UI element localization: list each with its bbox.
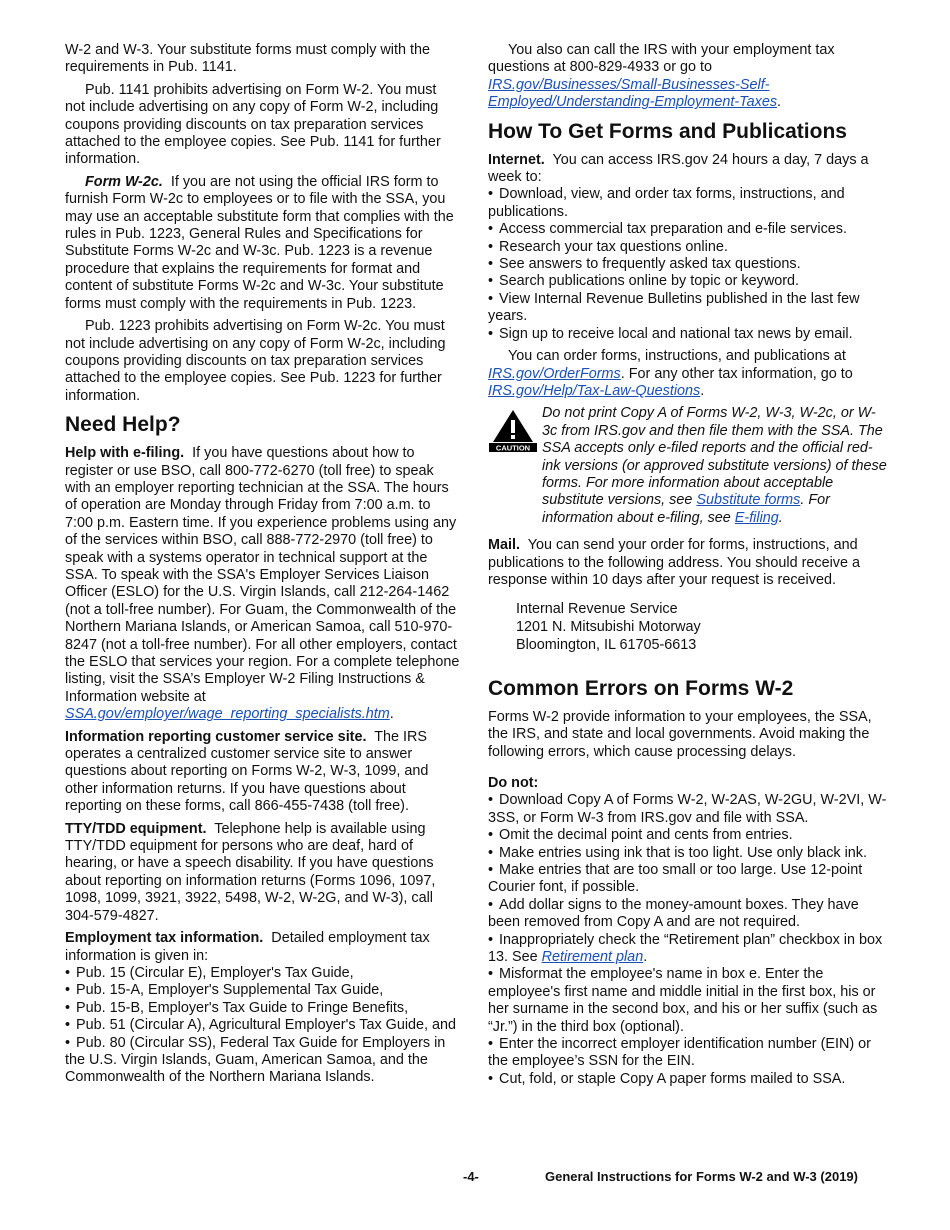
paragraph-info-reporting (65, 729, 460, 816)
right-column (488, 42, 888, 1093)
paragraph-internet (488, 152, 888, 187)
section-heading-forms: How To Get Forms and Publications (488, 119, 847, 143)
caution-text: Do not print Copy A of Forms W-2, W-3, W-2c, or W-3c from IRS.gov and then file them with the SSA. The SSA accepts only e-filed reports and the official red-ink versions (or approved substitute versions) of these forms. For more information about acceptable substitute versions, see Substitute forms. For information about e-filing, see E-filing. (542, 405, 887, 526)
e-filing-link[interactable]: E-filing (734, 509, 779, 526)
run-in-heading: Mail. (488, 537, 520, 554)
page-number: -4- (463, 1169, 479, 1184)
list-item: • Omit the decimal point and cents from entries. (488, 827, 888, 844)
run-in-heading: TTY/TDD equipment. (65, 820, 207, 837)
list-item: • Download, view, and order tax forms, instructions, and publications. (488, 186, 888, 221)
list-item: • Pub. 80 (Circular SS), Federal Tax Guide for Employers in the U.S. Virgin Islands, Guam, American Samoa, and the Commonwealth of the Northern Mariana Islands. (65, 1035, 460, 1087)
mailing-address (516, 601, 888, 654)
paragraph: W-2 and W-3. Your substitute forms must comply with the requirements in Pub. 1141. (65, 42, 430, 76)
list-item: • Pub. 15 (Circular E), Employer's Tax Guide, (65, 965, 460, 982)
caution-box (488, 405, 888, 527)
list-item: • Search publications online by topic or keyword. (488, 273, 888, 290)
list-item: • Pub. 15-A, Employer's Supplemental Tax Guide, (65, 982, 460, 999)
substitute-forms-link[interactable]: Substitute forms (696, 492, 801, 509)
list-item: • Make entries that are too small or too large. Use 12-point Courier font, if possible. (488, 862, 888, 897)
paragraph-text: You also can call the IRS with your employment tax questions at 800-829-4933 or go to (488, 42, 835, 76)
address-line: Bloomington, IL 61705-6613 (516, 636, 697, 653)
list-item-text: Inappropriately check the “Retirement plan” checkbox in box 13. See (488, 931, 883, 966)
paragraph: Pub. 1141 prohibits advertising on Form W-2. You must not include advertising on any copy of Form W-2, including coupons providing discounts on tax preparation services attached to the employee copies. See Pub. 1141 for further information. (65, 81, 441, 168)
paragraph-text: You can send your order for forms, instructions, and publications to the following address. You should receive a response within 10 days after your request is received. (488, 537, 861, 588)
paragraph-text: Do not print Copy A of Forms W-2, W-3, W-2c, or W-3c from IRS.gov and then file them with the SSA. The SSA accepts only e-filed reports and the official red-ink versions (or approved substitute versions) of these forms. For more information about acceptable substitute versions, see (542, 405, 887, 509)
list-item: • Cut, fold, or staple Copy A paper forms mailed to SSA. (488, 1071, 888, 1088)
list-item: • Pub. 15-B, Employer's Tax Guide to Fringe Benefits, (65, 1000, 460, 1017)
list-item: • Download Copy A of Forms W-2, W-2AS, W-2GU, W-2VI, W-3SS, or Form W-3 from IRS.gov and file with SSA. (488, 792, 888, 827)
run-in-heading: Information reporting customer service site. (65, 728, 367, 745)
paragraph-text: You can access IRS.gov 24 hours a day, 7 days a week to: (488, 151, 869, 186)
list-item: • Enter the incorrect employer identification number (EIN) or the employee’s SSN for the EIN. (488, 1036, 888, 1071)
paragraph-order: You can order forms, instructions, and publications at IRS.gov/OrderForms. For any other tax information, go to IRS.gov/Help/Tax-Law-Questions. (488, 348, 853, 399)
run-in-heading: Employment tax information. (65, 930, 264, 947)
paragraph-help-efiling: Help with e-filing. If you have questions about how to register or use BSO, call 800-772-6270 (toll free) to speak with an employer reporting technician at the SSA. The hours of operation are Monday through Friday from 7:00 a.m. to 7:00 p.m. Eastern time. If you experience problems using any of the services within BSO, call 888-772-2970 (toll free) to speak with a systems operator in technical support at the SSA. To speak with the SSA's Employer Services Liaison Officer (ESLO) for the U.S. Virgin Islands, call 212-264-1462 (not a toll-free number). For Guam, the Commonwealth of the Northern Mariana Islands, or American Samoa, call 510-970-8247 (not a toll-free number). For all other employers, contact the ESLO that services your region. For a complete telephone listing, visit the SSA’s Employer W-2 Filing Instructions & Information website at SSA.gov/employer/wage_reporting_specialists.htm. (65, 445, 460, 723)
run-in-heading: Do not: (488, 774, 539, 791)
errors-list (488, 792, 888, 1088)
paragraph-text: If you have questions about how to register or use BSO, call 800-772-6270 (toll free) to speak with an employer reporting technician at the SSA. The hours of operation are Monday through Friday from 7:00 a.m. to 7:00 p.m. Eastern time. If you experience problems using any of the services within BSO, call 888-772-2970 (toll free) to speak with a systems operator in technical support at the SSA. To speak with the SSA's Employer Services Liaison Officer (ESLO) for the U.S. Virgin Islands, call 212-264-1462 (not a toll-free number). For Guam, the Commonwealth of the Northern Mariana Islands, or American Samoa, call 510-970-8247 (not a toll-free number). For all other employers, contact the ESLO that services your region. For a complete telephone listing, visit the SSA’s Employer W-2 Filing Instructions & Information website at (65, 445, 460, 705)
paragraph-text: Telephone help is available using TTY/TDD equipment for persons who are deaf, hard of hearing, or have a speech disability. If you have questions about reporting on information returns (Forms 1096, 1097, 1098, 1099, 3921, 3922, 5498, W-2, W-2G, and W-3), call 304-579-4827. (65, 820, 436, 924)
paragraph-mail (488, 537, 888, 589)
internet-list (488, 186, 888, 343)
footer-title: General Instructions for Forms W-2 and W-3 (2019) (545, 1169, 858, 1184)
order-forms-link[interactable]: IRS.gov/OrderForms (488, 365, 621, 382)
list-item: • Add dollar signs to the money-amount boxes. They have been removed from Copy A and are not required. (488, 897, 888, 932)
paragraph-text: The IRS operates a centralized customer service site to answer questions about reporting on Forms W-2, W-3, 1099, and other information returns. If you have questions about reporting on these forms, call 866-455-7438 (toll free). (65, 728, 429, 815)
left-column (65, 42, 460, 1092)
irs-employment-taxes-link[interactable]: IRS.gov/Businesses/Small-Businesses-Self-Employed/Understanding-Employment-Taxes (488, 76, 778, 111)
paragraph-employment-tax (65, 930, 460, 965)
section-heading-common-errors: Common Errors on Forms W-2 (488, 676, 794, 700)
tax-law-questions-link[interactable]: IRS.gov/Help/Tax-Law-Questions (488, 382, 701, 399)
paragraph-text: If you are not using the official IRS form to furnish Form W-2c to employees or to file with the SSA, you may use an acceptable substitute form that complies with the rules in Pub. 1223, General Rules and Specifications for Substitute Forms W-2c and W-3c. Pub. 1223 is a revenue procedure that explains the requirements for format and content of substitute Forms W-2c and W-3c. Your substitute forms must comply with the requirements in Pub. 1223. (65, 173, 454, 312)
paragraph-tty-tdd (65, 821, 460, 925)
address-line: Internal Revenue Service (516, 601, 678, 618)
paragraph-text: You can order forms, instructions, and publications at (508, 348, 846, 365)
list-item: • View Internal Revenue Bulletins published in the last few years. (488, 291, 888, 326)
list-item: • Make entries using ink that is too light. Use only black ink. (488, 845, 888, 862)
paragraph: Pub. 1223 prohibits advertising on Form W-2c. You must not include advertising on any copy of Form W-2c, including coupons providing discounts on tax preparation services attached to the employee copies. See Pub. 1223 for further information. (65, 318, 446, 404)
list-item: • Misformat the employee's name in box e. Enter the employee's first name and middle initial in the first box, his or her surname in the second box, and his or her suffix (such as “Jr.”) in the third box (optional). (488, 966, 888, 1036)
run-in-heading: Help with e-filing. (65, 445, 185, 462)
do-not-label (488, 775, 888, 792)
list-item: • Inappropriately check the “Retirement plan” checkbox in box 13. See Retirement plan. (488, 932, 888, 967)
list-item: • Pub. 51 (Circular A), Agricultural Employer's Tax Guide, and (65, 1017, 460, 1034)
paragraph: Forms W-2 provide information to your employees, the SSA, the IRS, and state and local governments. Avoid making the following errors, which cause processing delays. (488, 708, 872, 760)
list-item: • Sign up to receive local and national tax news by email. (488, 326, 888, 343)
publication-list (65, 965, 460, 1087)
section-heading-need-help: Need Help? (65, 413, 181, 437)
run-in-heading: Form W-2c. (85, 173, 163, 190)
list-item: • Access commercial tax preparation and e-file services. (488, 221, 888, 238)
run-in-heading: Internet. (488, 151, 545, 168)
ssa-link[interactable]: SSA.gov/employer/wage_reporting_specialists.htm (65, 706, 390, 723)
paragraph-text: For any other tax information, go to (628, 365, 853, 382)
address-line: 1201 N. Mitsubishi Motorway (516, 619, 701, 636)
list-item: • See answers to frequently asked tax questions. (488, 256, 888, 273)
list-item: • Research your tax questions online. (488, 239, 888, 256)
paragraph-text: For information about e-filing, see (542, 492, 830, 526)
paragraph-text: Detailed employment tax information is given in: (65, 930, 430, 964)
retirement-plan-link[interactable]: Retirement plan (541, 949, 644, 966)
paragraph-form-w2c (65, 174, 460, 313)
paragraph-call-irs: You also can call the IRS with your employment tax questions at 800-829-4933 or go to IRS.gov/Businesses/Small-Businesses-Self-Employed/Understanding-Employment-Taxes. (488, 42, 835, 111)
caution-icon (488, 408, 538, 452)
caution-label: CAUTION (495, 443, 531, 453)
